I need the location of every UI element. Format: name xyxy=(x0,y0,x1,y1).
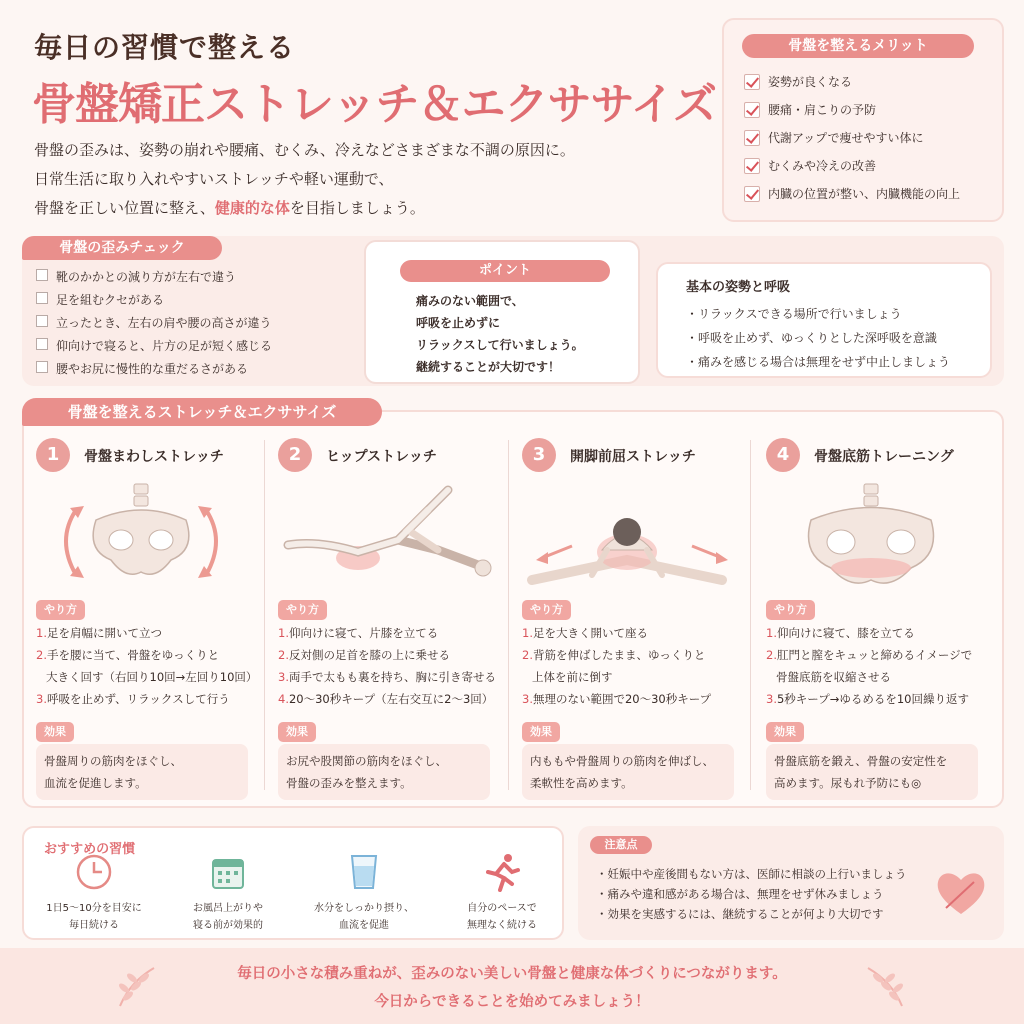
hip-stretch-illustration xyxy=(278,480,498,600)
habit-item: 自分のペースで 無理なく続ける xyxy=(442,852,562,934)
check-icon xyxy=(744,130,760,146)
check-item[interactable]: 靴のかかとの減り方が左右で違う xyxy=(36,266,272,289)
checkbox[interactable] xyxy=(36,315,48,327)
checkbox[interactable] xyxy=(36,292,48,304)
check-list xyxy=(36,266,272,381)
check-icon xyxy=(744,74,760,90)
point-card xyxy=(364,240,640,384)
exercise-card-2 xyxy=(278,420,518,800)
point-title: ポイント xyxy=(400,260,610,282)
check-icon xyxy=(744,102,760,118)
effect-text: 骨盤周りの筋肉をほぐし、 血流を促進します。 xyxy=(36,744,248,800)
effect-text: 骨盤底筋を鍛え、骨盤の安定性を 高めます。尿もれ予防にも◎ xyxy=(766,744,978,800)
exercise-title: 骨盤まわしストレッチ xyxy=(84,449,224,465)
intro-line-3: 骨盤を正しい位置に整え、健康的な体を目指しましょう。 xyxy=(34,199,425,217)
footer-message: 毎日の小さな積み重ねが、歪みのない美しい骨盤と健康な体づくりにつながります。 今日からできることを始めてみましょう！ xyxy=(237,966,787,1010)
checkbox[interactable] xyxy=(36,269,48,281)
exercise-steps: 1.仰向けに寝て、膝を立てる 2.肛門と膣をキュッと締めるイメージで 骨盤底筋を収縮させる 3.5秒キープ→ゆるめるを10回繰り返す xyxy=(766,626,973,706)
point-text: 痛みのない範囲で、 呼吸を止めずに リラックスして行いましょう。 継続することが大切です！ xyxy=(416,294,584,374)
basics-title: 基本の姿勢と呼吸 xyxy=(686,280,791,295)
section-title: 骨盤を整えるストレッチ＆エクササイズ xyxy=(22,398,382,426)
habits-title: おすすめの習慣 xyxy=(44,842,136,857)
page-title: 骨盤矯正ストレッチ＆エクササイズ xyxy=(32,79,717,130)
benefit-item: 姿勢が良くなる xyxy=(744,68,960,96)
pelvis-rotation-illustration xyxy=(36,480,256,600)
header-subtitle: 毎日の習慣で整える xyxy=(34,31,296,64)
exercise-steps: 1.仰向けに寝て、片膝を立てる 2.反対側の足首を膝の上に乗せる 3.両手で太もも裏を持ち、胸に引き寄せる 4.20〜30秒キープ（左右交互に2〜3回） xyxy=(278,626,496,706)
benefit-item: 腰痛・肩こりの予防 xyxy=(744,96,960,124)
benefit-item: 内臓の位置が整い、内臓機能の向上 xyxy=(744,180,960,208)
step-number: 2 xyxy=(278,438,312,472)
effect-label: 効果 xyxy=(766,722,804,742)
running-person-icon xyxy=(482,852,522,892)
benefit-item: むくみや冷えの改善 xyxy=(744,152,960,180)
step-number: 4 xyxy=(766,438,800,472)
exercise-card-4 xyxy=(766,420,1006,800)
effect-text: お尻や股関節の筋肉をほぐし、 骨盤の歪みを整えます。 xyxy=(278,744,490,800)
check-title: 骨盤の歪みチェック xyxy=(22,236,222,260)
check-icon xyxy=(744,158,760,174)
benefit-item: 代謝アップで痩せやすい体に xyxy=(744,124,960,152)
exercise-title: 開脚前屈ストレッチ xyxy=(570,449,696,465)
effect-label: 効果 xyxy=(522,722,560,742)
clock-icon xyxy=(74,852,114,892)
benefits-card xyxy=(722,18,1004,222)
intro-line-2: 日常生活に取り入れやすいストレッチや軽い運動で、 xyxy=(34,170,394,188)
intro-text xyxy=(34,136,575,223)
checkbox[interactable] xyxy=(36,361,48,373)
how-to-label: やり方 xyxy=(36,600,85,620)
exercise-title: ヒップストレッチ xyxy=(326,449,437,465)
check-item[interactable]: 足を組むクセがある xyxy=(36,289,272,312)
check-icon xyxy=(744,186,760,202)
habit-item: 1日5〜10分を目安に 毎日続ける xyxy=(34,852,154,934)
calendar-icon xyxy=(208,852,248,892)
benefits-list xyxy=(744,68,960,208)
exercise-card-1 xyxy=(36,420,276,800)
intro-highlight: 健康的な体 xyxy=(214,199,290,217)
effect-label: 効果 xyxy=(36,722,74,742)
exercise-steps: 1.足を肩幅に開いて立つ 2.手を腰に当て、骨盤をゆっくりと 大きく回す（右回り10回→左回り10回） 3.呼吸を止めず、リラックスして行う xyxy=(36,626,258,706)
habit-item: 水分をしっかり摂り、 血流を促進 xyxy=(304,852,424,934)
caution-title: 注意点 xyxy=(590,836,652,854)
benefits-title: 骨盤を整えるメリット xyxy=(742,34,974,58)
habit-item: お風呂上がりや 寝る前が効果的 xyxy=(168,852,288,934)
exercise-card-3 xyxy=(522,420,762,800)
caution-list: ・妊娠中や産後間もない方は、医師に相談の上行いましょう ・痛みや違和感がある場合は、無理をせず休みましょう ・効果を実感するには、継続することが何より大切です xyxy=(596,867,907,921)
how-to-label: やり方 xyxy=(522,600,571,620)
water-glass-icon xyxy=(344,852,384,892)
how-to-label: やり方 xyxy=(766,600,815,620)
effect-label: 効果 xyxy=(278,722,316,742)
exercise-title: 骨盤底筋トレーニング xyxy=(814,449,954,465)
heart-icon xyxy=(934,868,988,918)
forward-bend-illustration xyxy=(522,480,742,600)
effect-text: 内ももや骨盤周りの筋肉を伸ばし、 柔軟性を高めます。 xyxy=(522,744,734,800)
exercise-steps: 1.足を大きく開いて座る 2.背筋を伸ばしたまま、ゆっくりと 上体を前に倒す 3.無理のない範囲で20〜30秒キープ xyxy=(522,626,712,706)
check-item[interactable]: 腰やお尻に慢性的な重だるさがある xyxy=(36,358,272,381)
step-number: 3 xyxy=(522,438,556,472)
checkbox[interactable] xyxy=(36,338,48,350)
intro-line-1: 骨盤の歪みは、姿勢の崩れや腰痛、むくみ、冷えなどさまざまな不調の原因に。 xyxy=(34,141,575,159)
basics-list: ・リラックスできる場所で行いましょう ・呼吸を止めず、ゆっくりとした深呼吸を意識 ・痛みを感じる場合は無理をせず中止しましょう xyxy=(686,307,951,369)
how-to-label: やり方 xyxy=(278,600,327,620)
step-number: 1 xyxy=(36,438,70,472)
basics-card xyxy=(656,262,992,378)
check-item[interactable]: 立ったとき、左右の肩や腰の高さが違う xyxy=(36,312,272,335)
check-item[interactable]: 仰向けで寝ると、片方の足が短く感じる xyxy=(36,335,272,358)
pelvic-floor-illustration xyxy=(766,480,986,600)
